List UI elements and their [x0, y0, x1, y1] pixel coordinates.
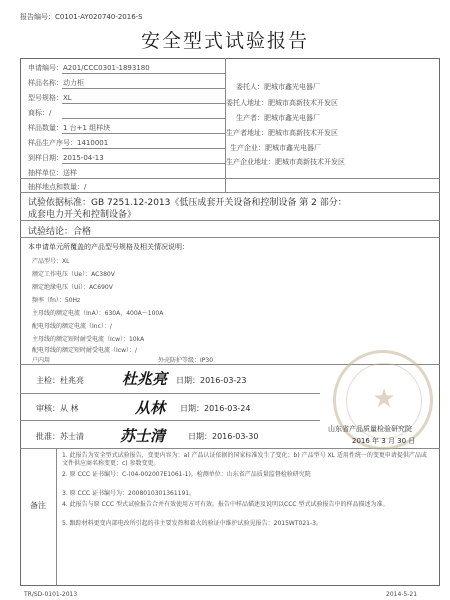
- approver-date: 日期：2016-03-30: [188, 432, 259, 441]
- remark-item: 2. 原 CCC 证书编号：C-(04-002007E1061-1)。检测单位：山东省产品质量监督检验研究院: [62, 471, 311, 478]
- test-basis-line1: 试验依据标准：GB 7251.12-2013《低压成套开关设备和控制设备 第 2 部分：: [28, 198, 347, 208]
- rule: [20, 220, 440, 221]
- field-sampling-place: 抽样地点和数量：/: [28, 183, 87, 191]
- remarks-label: 备注: [30, 501, 46, 510]
- product-desc-heading: 本申请单元所覆盖的产品型号规格及相关情况说明：: [28, 243, 189, 251]
- rule: [62, 148, 225, 149]
- test-conclusion: 试验结论：合格: [28, 227, 92, 237]
- protection-class: 外壳防护等级：IP30: [158, 357, 214, 364]
- inspector-signature: 杜兆亮: [122, 370, 168, 388]
- rule: [62, 118, 225, 119]
- field-arrival-date: 到样日期：2015-04-13: [28, 154, 104, 162]
- product-desc-line: 配电母线的额定电流（Inc）：/: [32, 323, 112, 330]
- inspector-date: 日期：2016-03-23: [176, 376, 247, 385]
- product-desc-line: 额定工作电压（Ue）：AC380V: [32, 271, 115, 278]
- remark-item: 4. 此报告与原 CCC 型式试验报告合并有效使用方可有效。报告中样品描述及说明以CCC 型式试验报告中的样品描述为准。: [62, 501, 389, 508]
- rule: [62, 133, 225, 134]
- inspector-label: 主检：杜兆亮: [36, 376, 84, 385]
- rule: [20, 192, 440, 193]
- rule: [62, 73, 225, 74]
- product-desc-line: 户内用: [32, 357, 51, 364]
- document-title: 安全型式试验报告: [140, 30, 309, 52]
- remark-item: 5. 跟踪材料更变内部电改所引起的非主要发热和着火的验证中维护试验见报告：2015WT021-3。: [62, 520, 322, 527]
- rule: [62, 103, 225, 104]
- remark-item: 3. 原 CCC 证书编号为：2008010301361191。: [62, 490, 196, 497]
- product-desc-line: 频率（fn）：50Hz: [32, 297, 81, 304]
- field-sampling-unit: 抽样单位：送样: [28, 169, 77, 177]
- field-application-no: 申请编号：A201/CCC0301-1893180: [28, 64, 150, 72]
- test-basis-line2: 成套电力开关和控制设备》: [28, 210, 137, 220]
- rule: [62, 88, 225, 89]
- rule: [20, 393, 320, 394]
- rule: [20, 237, 440, 238]
- remarks-divider: [56, 448, 57, 586]
- form-date: 2014-5-21: [386, 591, 418, 598]
- field-client-address: 委托人地址：肥城市高新技术开发区: [226, 99, 338, 107]
- field-factory-address: 生产企业地址：肥城市高新技术开发区: [226, 158, 345, 166]
- rule: [62, 163, 225, 164]
- field-trademark: 商标：/: [28, 109, 52, 117]
- product-desc-line: 主母线的额定电流（InA）：630A，400A～100A: [32, 310, 164, 317]
- field-sample-name: 样品名称：动力柜: [28, 79, 84, 87]
- product-desc-line: 产品型号：XL: [32, 258, 70, 265]
- field-model: 型号规格：XL: [28, 94, 72, 102]
- field-serial: 样品生产序号：1410001: [28, 139, 109, 147]
- field-manufacturer: 生产者：肥城市鑫光电器厂: [236, 114, 320, 122]
- product-desc-line: 额定绝缘电压（Ui）：AC690V: [32, 284, 113, 291]
- rule: [20, 420, 320, 421]
- form-number: TR/SD-0101-2013: [24, 591, 78, 598]
- field-client: 委托人：肥城市鑫光电器厂: [236, 83, 320, 91]
- approver-signature: 苏士清: [120, 427, 166, 445]
- rule: [20, 178, 440, 179]
- field-manufacturer-address: 生产者地址：肥城市高新技术开发区: [226, 129, 338, 137]
- reviewer-label: 审核：从 林: [36, 404, 79, 413]
- product-desc-line: 主母线的额定短时耐受电流（Icw）：10kA: [32, 336, 145, 343]
- institute-date: 2016 年 3 月 30 日: [352, 437, 416, 445]
- remark-item: 1. 此报告为安全型式试验报告，变更内容为：a) 产品认证依据的国家标准发生了变化；b) 产品型号 XL 适用性统一的变更申请提供产品或文件供应商名称变更；c) 参数变更。: [62, 452, 427, 467]
- approver-label: 批准：苏士清: [36, 432, 84, 441]
- reviewer-signature: 从林: [135, 399, 166, 417]
- field-quantity: 样品数量：1 台+1 组样块: [28, 124, 111, 132]
- column-divider: [225, 58, 226, 192]
- product-desc-line: 配电母线的额定短时耐受电流（Icw）：/: [32, 347, 137, 354]
- reviewer-date: 日期：2016-03-24: [180, 404, 251, 413]
- institute-name: 山东省产品质量检验研究院: [328, 425, 412, 433]
- field-factory: 生产企业：肥城市鑫光电器厂: [230, 144, 321, 152]
- official-seal: ★: [333, 350, 433, 450]
- report-number: 报告编号：C0101-AY020740-2016-S: [20, 13, 143, 21]
